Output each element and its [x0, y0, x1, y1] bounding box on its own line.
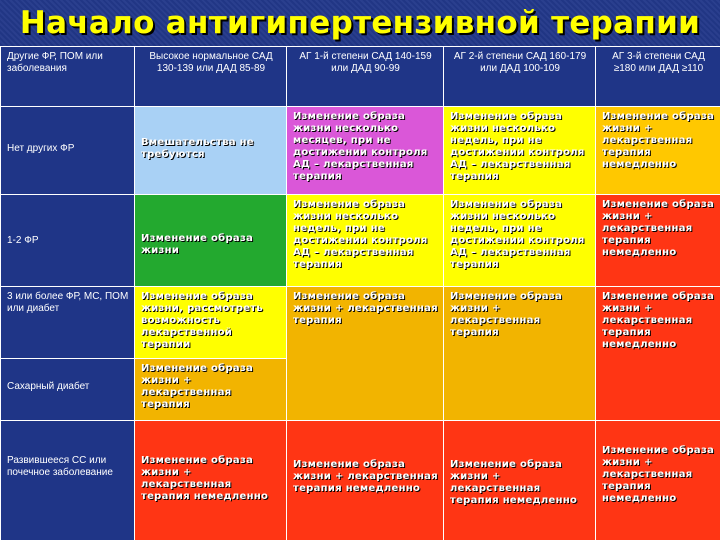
corner-header: Другие ФР, ПОМ или заболевания — [1, 47, 135, 107]
recommendation-cell: Изменение образа жизни несколько месяцев, при не достижении контроля АД – лекарственная терапия — [287, 107, 444, 195]
recommendation-cell: Изменение образа жизни + лекарственная терапия немедленно — [596, 195, 720, 287]
recommendation-cell: Изменение образа жизни несколько недель, при не достижении контроля АД – лекарственная терапия — [444, 107, 596, 195]
table-row — [1, 287, 720, 359]
recommendation-cell: Изменение образа жизни + лекарственная терапия немедленно — [287, 421, 444, 541]
slide-title: Начало антигипертензивной терапии — [0, 0, 720, 46]
table-row — [1, 107, 720, 195]
table-row — [1, 195, 720, 287]
column-header-grade-2: АГ 2-й степени САД 160-179 или ДАД 100-109 — [444, 47, 596, 107]
recommendation-cell: Изменение образа жизни + лекарственная терапия немедленно — [596, 287, 720, 421]
recommendation-cell: Изменение образа жизни + лекарственная терапия немедленно — [596, 107, 720, 195]
recommendation-cell: Изменение образа жизни несколько недель, при не достижении контроля АД – лекарственная терапия — [444, 195, 596, 287]
column-header-grade-1: АГ 1-й степени САД 140-159 или ДАД 90-99 — [287, 47, 444, 107]
recommendation-cell: Изменение образа жизни несколько недель, при не достижении контроля АД – лекарственная терапия — [287, 195, 444, 287]
row-label-1-2-risk-factors: 1-2 ФР — [1, 195, 135, 287]
column-header-grade-3: АГ 3-й степени САД ≥180 или ДАД ≥110 — [596, 47, 720, 107]
recommendation-cell: Вмешательства не требуются — [135, 107, 287, 195]
table-row — [1, 421, 720, 541]
recommendation-cell: Изменение образа жизни + лекарственная терапия — [444, 287, 596, 421]
row-label-cv-or-renal-disease: Развившееся СС или почечное заболевание — [1, 421, 135, 541]
recommendation-cell: Изменение образа жизни — [135, 195, 287, 287]
row-label-3-plus-risk-factors: 3 или более ФР, МС, ПОМ или диабет — [1, 287, 135, 359]
recommendation-cell: Изменение образа жизни, рассмотреть возможность лекарственной терапии — [135, 287, 287, 359]
column-header-high-normal: Высокое нормальное САД 130-139 или ДАД 85-89 — [135, 47, 287, 107]
recommendation-cell: Изменение образа жизни + лекарственная терапия немедленно — [444, 421, 596, 541]
header-row — [1, 47, 720, 107]
row-label-diabetes: Сахарный диабет — [1, 359, 135, 421]
recommendation-cell: Изменение образа жизни + лекарственная терапия — [287, 287, 444, 421]
recommendation-cell: Изменение образа жизни + лекарственная терапия — [135, 359, 287, 421]
recommendation-cell: Изменение образа жизни + лекарственная терапия немедленно — [596, 421, 720, 541]
recommendation-cell: Изменение образа жизни + лекарственная терапия немедленно — [135, 421, 287, 541]
risk-table — [0, 46, 720, 541]
row-label-no-risk-factors: Нет других ФР — [1, 107, 135, 195]
